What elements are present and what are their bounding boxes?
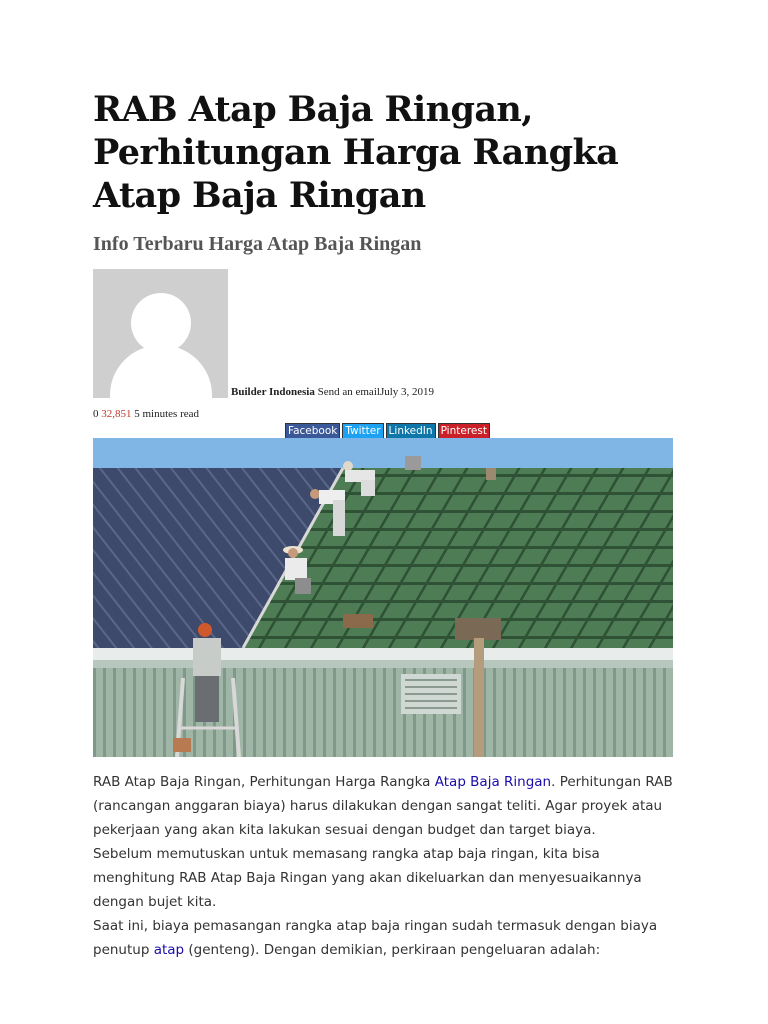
atap-baja-ringan-link[interactable]: Atap Baja Ringan [434, 774, 552, 790]
avatar-head-shape [131, 293, 191, 353]
article-featured-image [93, 438, 673, 757]
send-email-link[interactable]: Send an email [317, 386, 380, 398]
author-name-link[interactable]: Builder Indonesia [231, 386, 315, 398]
paragraph-2: Sebelum memutuskan untuk memasang rangka atap baja ringan, kita bisa menghitung RAB Atap Baja Ringan yang akan dikeluarkan dan menyesuaikannya dengan bujet kita. [93, 846, 642, 910]
article-title: RAB Atap Baja Ringan, Perhitungan Harga Rangka Atap Baja Ringan [93, 89, 619, 216]
atap-link[interactable]: atap [153, 942, 185, 958]
read-time: 5 minutes read [134, 408, 200, 420]
article-stats [93, 408, 199, 420]
comment-count[interactable]: 0 [93, 408, 99, 420]
paragraph-3-text-a: Saat ini, biaya pemasangan rangka atap baja ringan sudah termasuk dengan biaya penutup [93, 918, 658, 958]
paragraph-1 [93, 770, 673, 842]
paragraph-3 [93, 914, 673, 962]
paragraph-1-text-a: RAB Atap Baja Ringan, Perhitungan Harga Rangka [93, 774, 435, 790]
twitter-share-button[interactable]: Twitter [342, 423, 383, 440]
avatar-shoulders-shape [110, 345, 212, 398]
article-subtitle: Info Terbaru Harga Atap Baja Ringan [93, 233, 422, 255]
roof-workers-photo [93, 438, 673, 757]
paragraph-3-text-b: (genteng). Dengan demikian, perkiraan pengeluaran adalah: [184, 942, 601, 958]
article-body [93, 770, 673, 962]
pinterest-share-button[interactable]: Pinterest [438, 423, 490, 440]
facebook-share-button[interactable]: Facebook [285, 423, 340, 440]
article-meta [231, 386, 434, 398]
linkedin-share-button[interactable]: LinkedIn [386, 423, 436, 440]
view-count: 32,851 [101, 408, 132, 420]
author-avatar [93, 269, 228, 398]
paragraph-1-text-b: . Perhitungan RAB (rancangan anggaran biaya) harus dilakukan dengan sangat teliti. Agar proyek atau pekerjaan yang akan kita lakukan sesuai dengan budget dan target biaya. [93, 774, 673, 838]
publish-date: July 3, 2019 [379, 386, 435, 398]
